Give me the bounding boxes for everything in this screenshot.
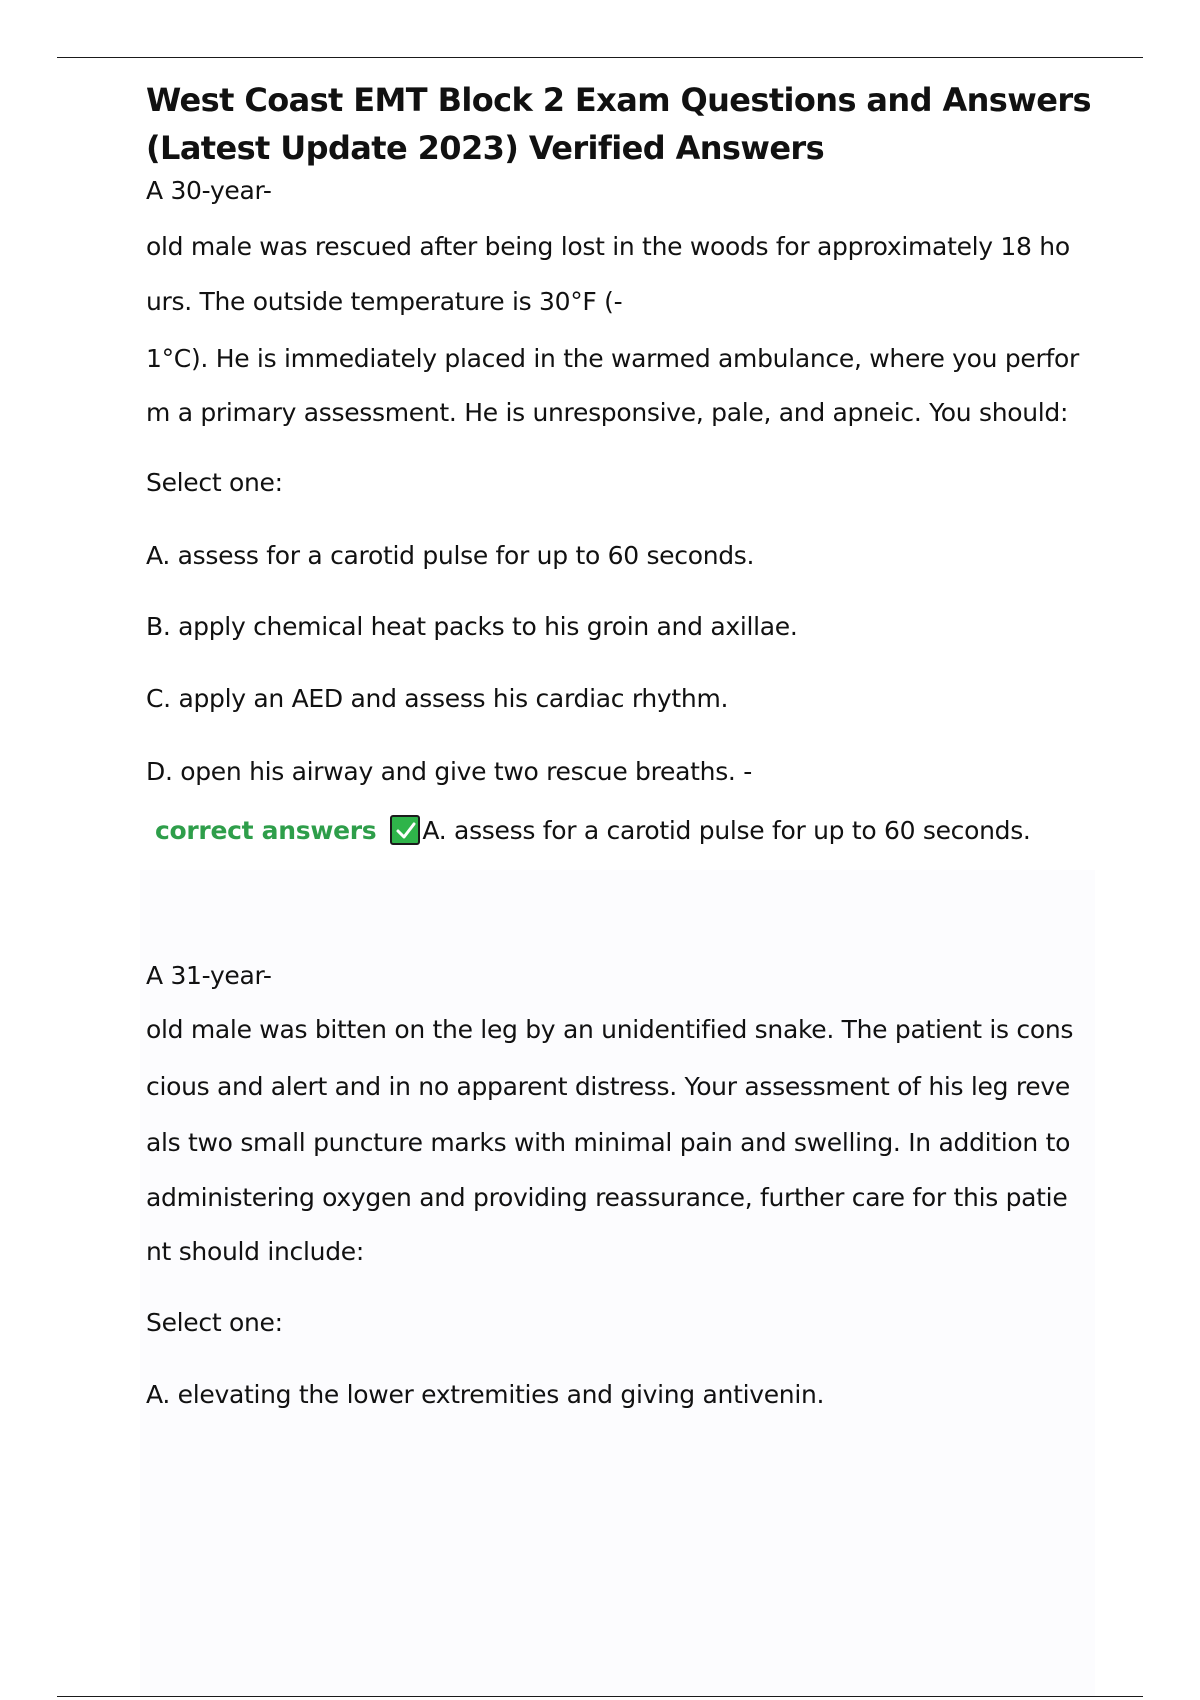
q2-stem-line: als two small puncture marks with minimal pain and swelling. In addition to bbox=[146, 1128, 1071, 1157]
q1-stem-line: m a primary assessment. He is unresponsive, pale, and apneic. You should: bbox=[146, 398, 1069, 427]
q2-stem-line: cious and alert and in no apparent distress. Your assessment of his leg reve bbox=[146, 1072, 1070, 1101]
document-title: West Coast EMT Block 2 Exam Questions and Answers (Latest Update 2023) Verified Answers bbox=[146, 81, 1091, 167]
q2-option-a: A. elevating the lower extremities and giving antivenin. bbox=[146, 1380, 825, 1409]
q1-stem-line: urs. The outside temperature is 30°F (- bbox=[146, 287, 623, 316]
check-mark-icon bbox=[390, 815, 420, 845]
q2-stem-line: administering oxygen and providing reassurance, further care for this patie bbox=[146, 1183, 1068, 1212]
q1-option-c: C. apply an AED and assess his cardiac rhythm. bbox=[146, 684, 729, 713]
q1-stem-line: 1°C). He is immediately placed in the warmed ambulance, where you perfor bbox=[146, 344, 1079, 373]
q2-stem-line: A 31-year- bbox=[146, 961, 272, 990]
q2-stem-line: nt should include: bbox=[146, 1237, 364, 1266]
q1-answer-line bbox=[155, 815, 1031, 846]
q1-option-d: D. open his airway and give two rescue breaths. - bbox=[146, 757, 752, 786]
q1-stem-line: old male was rescued after being lost in the woods for approximately 18 ho bbox=[146, 232, 1070, 261]
bottom-rule bbox=[57, 1696, 1143, 1697]
correct-answers-label: correct answers bbox=[155, 816, 377, 845]
q2-select-prompt: Select one: bbox=[146, 1308, 283, 1337]
document-header bbox=[146, 76, 1106, 172]
q1-stem-line: A 30-year- bbox=[146, 176, 272, 205]
correct-answer-text: A. assess for a carotid pulse for up to 60 seconds. bbox=[422, 816, 1031, 845]
q2-stem-line: old male was bitten on the leg by an unidentified snake. The patient is cons bbox=[146, 1015, 1074, 1044]
q1-option-a: A. assess for a carotid pulse for up to 60 seconds. bbox=[146, 541, 755, 570]
q1-select-prompt: Select one: bbox=[146, 468, 283, 497]
page-background-shade bbox=[140, 870, 1095, 1696]
top-rule bbox=[57, 57, 1143, 58]
q1-option-b: B. apply chemical heat packs to his groin and axillae. bbox=[146, 612, 798, 641]
